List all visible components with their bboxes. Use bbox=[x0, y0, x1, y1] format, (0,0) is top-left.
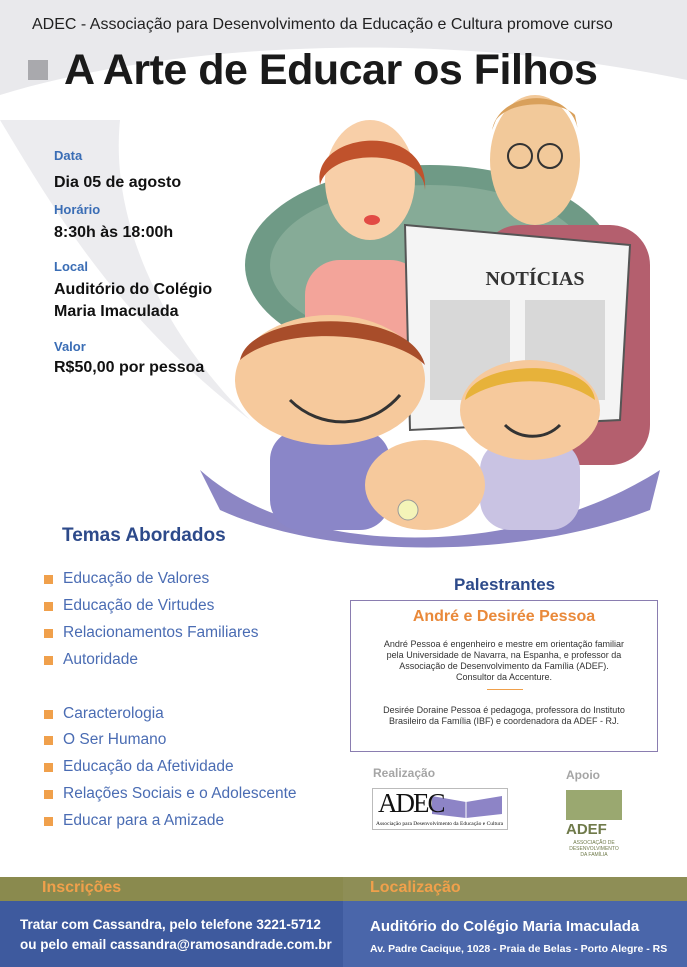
page-title: A Arte de Educar os Filhos bbox=[64, 46, 598, 94]
list-item bbox=[44, 783, 297, 805]
apoio-label: Apoio bbox=[566, 768, 600, 782]
bullet-icon bbox=[44, 763, 53, 772]
list-item bbox=[44, 595, 214, 617]
location-value-line-2: Maria Imaculada bbox=[54, 303, 179, 320]
footer-inscricoes-panel bbox=[0, 901, 343, 967]
title-square-icon bbox=[28, 60, 48, 80]
topic-label: Educação de Valores bbox=[63, 570, 210, 587]
topic-label: Autoridade bbox=[63, 651, 138, 668]
list-item bbox=[44, 703, 164, 725]
time-label: Horário bbox=[54, 202, 101, 217]
localizacao-title: Localização bbox=[370, 879, 461, 896]
price-label: Valor bbox=[54, 339, 86, 354]
time-value: 8:30h às 18:00h bbox=[54, 224, 174, 241]
realizacao-label: Realização bbox=[373, 766, 436, 780]
bio-desiree-line-2: Brasileiro da Família (IBF) e coordenadora da ADEF - RJ. bbox=[388, 716, 620, 726]
family-illustration bbox=[180, 90, 687, 560]
inscricoes-line-2: ou pelo email cassandra@ramosandrade.com.br bbox=[20, 937, 332, 952]
topic-label: O Ser Humano bbox=[63, 731, 167, 748]
bio-desiree-line-1: Desirée Doraine Pessoa é pedagoga, professora do Instituto bbox=[383, 705, 625, 715]
bio-andre-line-4: Consultor da Accenture. bbox=[455, 672, 553, 682]
inscricoes-title: Inscrições bbox=[42, 879, 122, 896]
list-item bbox=[44, 810, 224, 832]
bullet-icon bbox=[44, 736, 53, 745]
adef-sub-line: DESENVOLVIMENTO bbox=[569, 846, 619, 852]
newspaper-headline: NOTÍCIAS bbox=[485, 268, 585, 290]
localizacao-line-2: Av. Padre Cacique, 1028 - Praia de Belas - Porto Alegre - RS bbox=[370, 943, 668, 955]
bio-andre-line-3: Associação de Desenvolvimento da Família (ADEF). bbox=[399, 661, 609, 671]
location-value-line-1: Auditório do Colégio bbox=[54, 281, 213, 298]
bullet-icon bbox=[44, 575, 53, 584]
speakers-divider bbox=[487, 689, 523, 690]
topic-label: Caracterologia bbox=[63, 705, 164, 722]
topics-title: Temas Abordados bbox=[62, 525, 226, 546]
list-item bbox=[44, 756, 234, 778]
date-value: Dia 05 de agosto bbox=[54, 174, 182, 191]
topic-label: Educação da Afetividade bbox=[63, 758, 234, 775]
adec-logo-text: ADEC bbox=[378, 788, 444, 818]
bullet-icon bbox=[44, 817, 53, 826]
date-label: Data bbox=[54, 148, 83, 163]
adef-logo-text: ADEF bbox=[566, 821, 607, 838]
adef-sub-line: ASSOCIAÇÃO DE bbox=[573, 840, 615, 846]
topic-label: Relações Sociais e o Adolescente bbox=[63, 785, 297, 802]
bullet-icon bbox=[44, 629, 53, 638]
adef-sub-line: DA FAMÍLIA bbox=[580, 852, 608, 858]
bio-andre-line-2: pela Universidade de Navarra, na Espanha, e professor da bbox=[386, 650, 622, 660]
list-item bbox=[44, 568, 209, 590]
localizacao-line-1: Auditório do Colégio Maria Imaculada bbox=[370, 918, 640, 935]
adef-logo-family-icon bbox=[566, 790, 622, 820]
bio-andre-line-1: André Pessoa é engenheiro e mestre em orientação familiar bbox=[383, 639, 625, 649]
inscricoes-line-1: Tratar com Cassandra, pelo telefone 3221-5712 bbox=[20, 917, 321, 932]
bullet-icon bbox=[44, 710, 53, 719]
topic-label: Educação de Virtudes bbox=[63, 597, 215, 614]
organizer-line: ADEC - Associação para Desenvolvimento da Educação e Cultura promove curso bbox=[32, 16, 613, 33]
list-item bbox=[44, 622, 259, 644]
adef-logo-subtitle bbox=[566, 840, 622, 858]
topic-label: Relacionamentos Familiares bbox=[63, 624, 259, 641]
speakers-names: André e Desirée Pessoa bbox=[412, 608, 596, 625]
bullet-icon bbox=[44, 656, 53, 665]
list-item bbox=[44, 649, 138, 671]
bullet-icon bbox=[44, 790, 53, 799]
adec-logo-subtitle: Associação para Desenvolvimento da Educação e Cultura bbox=[376, 821, 504, 827]
price-value: R$50,00 por pessoa bbox=[54, 359, 205, 376]
speakers-title: Palestrantes bbox=[454, 575, 556, 594]
topic-label: Educar para a Amizade bbox=[63, 812, 225, 829]
bullet-icon bbox=[44, 602, 53, 611]
list-item bbox=[44, 729, 166, 751]
location-label: Local bbox=[54, 259, 88, 274]
